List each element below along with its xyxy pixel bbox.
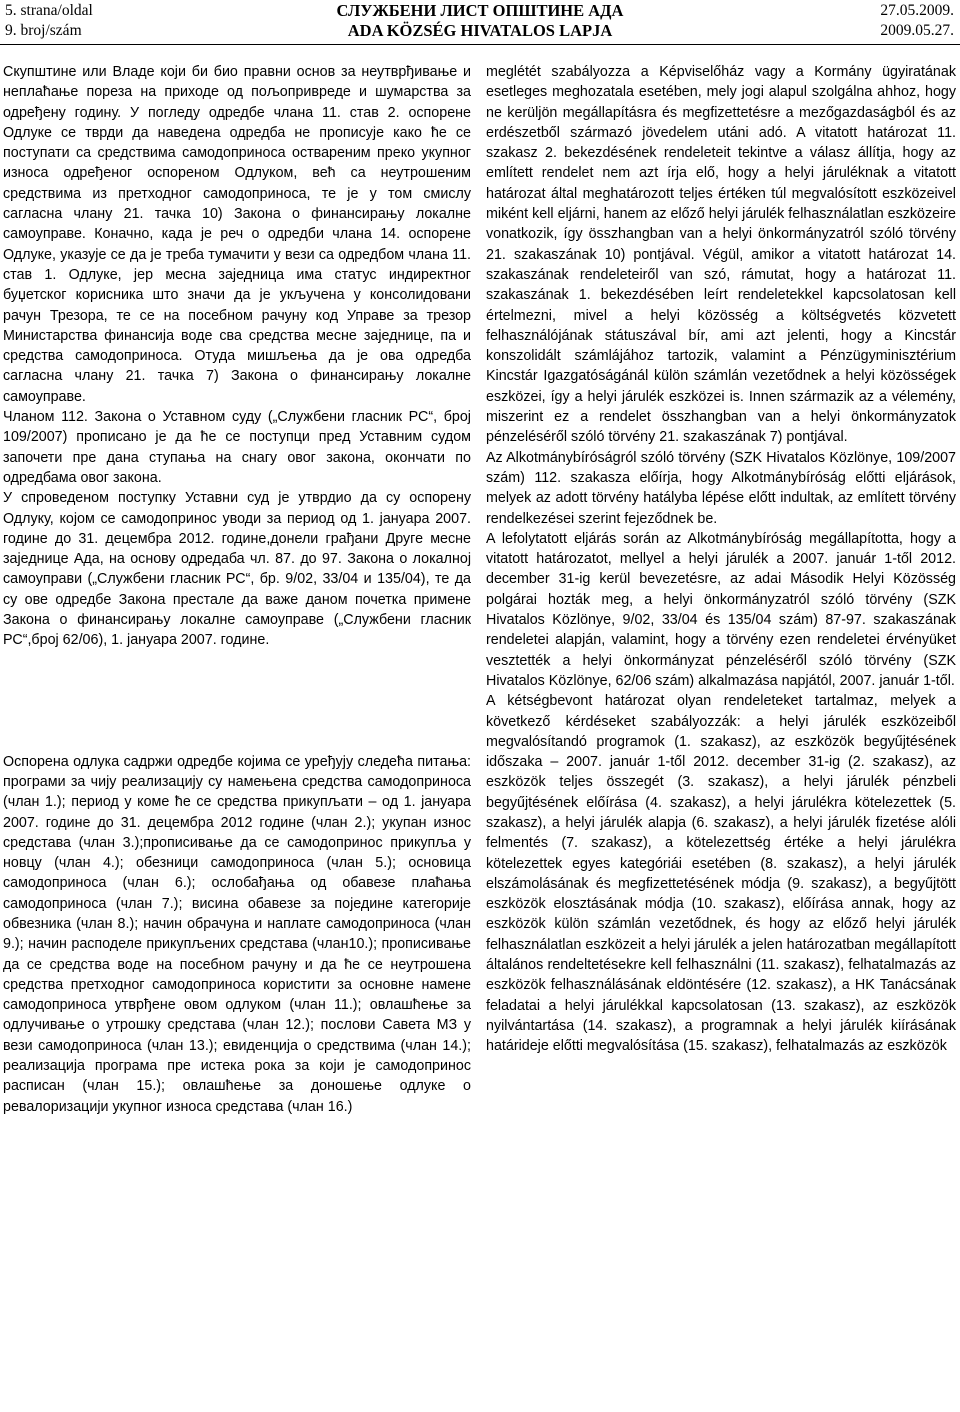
- paragraph: A kétségbevont határozat olyan rendeleteket tartalmaz, melyek a következő kérdéseket szabályozzák: a helyi járulék eszközeiből megvalósítandó programok (1. szakasz), az eszközök begyűjtésének időszaka – 2007. január 1-től 2012. december 31-ig (2. szakasz), az eszközök teljes összegét (3. szakasz), a helyi járulék pénzbeli begyűjtésének előírása (4. szakasz), a helyi járulékra kötelezettek (5. szakasz), a helyi járulék alapja (6. szakasz), a helyi járulék fizetése alóli felmentés (7. szakasz), a kötelezettség értéke a helyi járulékra kötelezettek egyes kategóriái esetében (8. szakasz), a helyi járulék elszámolásának és megfizettetésének módja (9. szakasz), a begyűjtött eszközök elosztásának módja (10. szakasz), előírása annak, hogy az eszközök külön számlán vezetődnek, és hogy az előző helyi járulék felhasználatlan eszközeit a helyi járulék a jelen határozatban megállapított általános rendeltetésekre kell felhasználni (11. szakasz), felhatalmazás az eszközök felhasználásának eldöntésére (12. szakasz), a HK Tanácsának feladatai a helyi járulékkal kapcsolatosan (13. szakasz), az eszközök nyilvántartása (14. szakasz), a programnak a helyi járulék kiírásának határideje előtti megvalósítása (15. szakasz), felhatalmazás az eszközök: [486, 693, 956, 1055]
- serbian-column: [3, 62, 471, 1117]
- issue-date-hungarian: 2009.05.27.: [880, 22, 954, 39]
- paragraph: meglétét szabályozza a Képviselőház vagy a Kormány ügyiratának esetleges meghozatala esetében, mely jogi alapul szolgálna ahhoz, hogy ne kerüljön megállapításra és megfizettetésre a mezőgazdaságból és az erdészetből származó jövedelem utáni adó. A vitatott határozat 11. szakasz 2. bekezdésének rendeleteit tekintve a válasz állítja, hogy az említett rendelet nem azt írja elő, hogy a helyi járuléknak a vitatott határozat által meghatározott teljes értéken túl megvalósított eszközeivel miként kell eljárni, hanem az előző helyi járulék felhasználatlan eszközeire vonatkozik, így összhangban van a helyi önkormányzatról szóló törvény 21. szakaszának 10) pontjával. Végül, amikor a vitatott határozat 14. szakaszának rendeleteiről van szó, rámutat, hogy a határozat 11. szakaszának 1. bekezdésében leírt rendeletekkel kapcsolatosan kell értelmezni, mivel a helyi közösség a költségvetés közvetett felhasználójának státuszával bír, ami azt jelenti, hogy a Kincstár konszolidált számlájához tartozik, valamint a Pénzügyminisztérium Kincstár Igazgatóságánál külön számlán vezetődnek a helyi közösségek eszközei, így a helyi járulék eszközei is. Innen származik az a vélemény, miszerint ez a rendelet összhangban van a helyi önkormányzatok pénzeléséről szóló törvény 21. szakaszának 7) pontjával.: [486, 64, 956, 446]
- page-number: 5. strana/oldal: [5, 2, 93, 19]
- issue-date-serbian: 27.05.2009.: [880, 2, 954, 19]
- paragraph: Оспорена одлука садржи одредбе којима се уређују следећа питања: програми за чију реализацију су намењена средства самодоприноса (члан 1.); период у коме ће се средства прикупљати – од 1. јануара 2007. године до 31. децембра 2012 године (члан 2.); укупан износ средстава (члан 3.);прописивање да се самодопринос прикупља у новцу (члан 4.); обезници самодоприноса (члан 5.); основица самодоприноса (члан 6.); ослобађања од обавезе плаћања самодоприноса (члан 7.); висина обавезе за поједине категорије обвезника (члан 8.); начин обрачуна и наплате самодоприноса (члан 9.); начин расподеле прикупљених средстава (члан10.); прописивање да се средства воде на посебном рачуну и да ће се неутрошена средства претходног самодоприноса користити за основне намене самодоприноса утврђене овом одлуком (члан 11.); овлашћење за одлучивање о утрошку средстава (члан 12.); послови Савета МЗ у вези самодоприноса (члан 13.); евиденција о средствима (члан 14.); реализација програма пре истека рока за који је самодопринос расписан (члан 15.); овлашћење за доношење одлуке о ревалоризацији укупног износа средстава (члан 16.): [3, 753, 471, 1115]
- paragraph: У спроведеном поступку Уставни суд је утврдио да су оспорену Одлуку, којом се самодопринос уводи за период од 1. јануара 2007. године до 31. децембра 2012. године,донели грађани Друге месне заједнице Ада, на основу одредаба чл. 87. до 97. Закона о локалној самоуправи („Службени гласник РС“, бр. 9/02, 33/04 и 135/04), те да су ове одредбе Закона престале да важе даном почетка примене Закона о финансирању локалне самоуправе („Службени гласник РС“,број 62/06), 1. јануара 2007. године.: [3, 490, 471, 649]
- hungarian-column: [486, 62, 956, 1057]
- issue-number: 9. broj/szám: [5, 22, 82, 39]
- paragraph: A lefolytatott eljárás során az Alkotmánybíróság megállapította, hogy a vitatott határozatot, mellyel a helyi járulék a 2007. január 1-től 2012. december 31-ig kerül bevezetésre, az adai Második Helyi Közösség polgárai hozták meg, a helyi önkormányzatról szóló törvény (SZK Hivatalos Közlönye, 9/02, 33/04 és 135/04 szám) 87-97. szakaszának rendeletei alapján, valamint, hogy a törvény ezen rendeletei érvényüket vesztették a helyi önkormányzat pénzeléséről szóló törvény (SZK Hivatalos Közlönye, 62/06 szám) alkalmazása napjától, 2007. január 1-től.: [486, 530, 956, 689]
- paragraph-gap: [3, 651, 471, 752]
- header-rule: [0, 44, 960, 45]
- paragraph: Az Alkotmánybíróságról szóló törvény (SZK Hivatalos Közlönye, 109/2007 szám) 112. szakasza előírja, hogy Alkotmánybíróság előtti eljárások, melyek az adott törvény hatályba lépése előtt indultak, az említett törvény rendelkezései szerint fejeződnek be.: [486, 449, 956, 527]
- page-header: [0, 0, 960, 44]
- paragraph: Чланом 112. Закона о Уставном суду („Службени гласник РС“, број 109/2007) прописано је да ће се поступци пред Уставним судом започети пре дана ступања на снагу овог закона, окончати по одредбама овог закона.: [3, 409, 471, 486]
- gazette-title-hungarian: ADA KÖZSÉG HIVATALOS LAPJA: [347, 21, 613, 40]
- paragraph: Скупштине или Владе који би био правни основ за неутврђивање и неплаћање пореза на приходе од пољопривреде и шумарства за одређену годину. У погледу одредбе члана 11. став 2. оспорене Одлуке се тврди да наведена одредба не прописује како ће се поступати са средствима самодоприноса оствареним преко укупног износа одређеног оспореном Одлуком, већ са неутрошеним средствима из претходног самодоприноса, те је у том смислу сагласна члану 21. тачка 10) Закона о финансирању локалне самоуправе. Коначно, када је реч о одредби члана 14. оспорене Одлуке, указује се да је треба тумачити у вези са одредбом члана 11. став 1. Одлуке, јер месна заједница има статус индиректног буџетског корисника што значи да је укључена у консолидовани рачун Трезора, те се на посебном рачуну код Управе за трезор Министарства финансија воде сва средства месне заједнице, па и средства самодоприноса. Отуда мишљења да је ова одредба сагласна члану 21. тачка 7) Закона о финансирању локалне самоуправе.: [3, 64, 471, 405]
- gazette-title-serbian: СЛУЖБЕНИ ЛИСТ ОПШТИНЕ АДА: [336, 1, 624, 20]
